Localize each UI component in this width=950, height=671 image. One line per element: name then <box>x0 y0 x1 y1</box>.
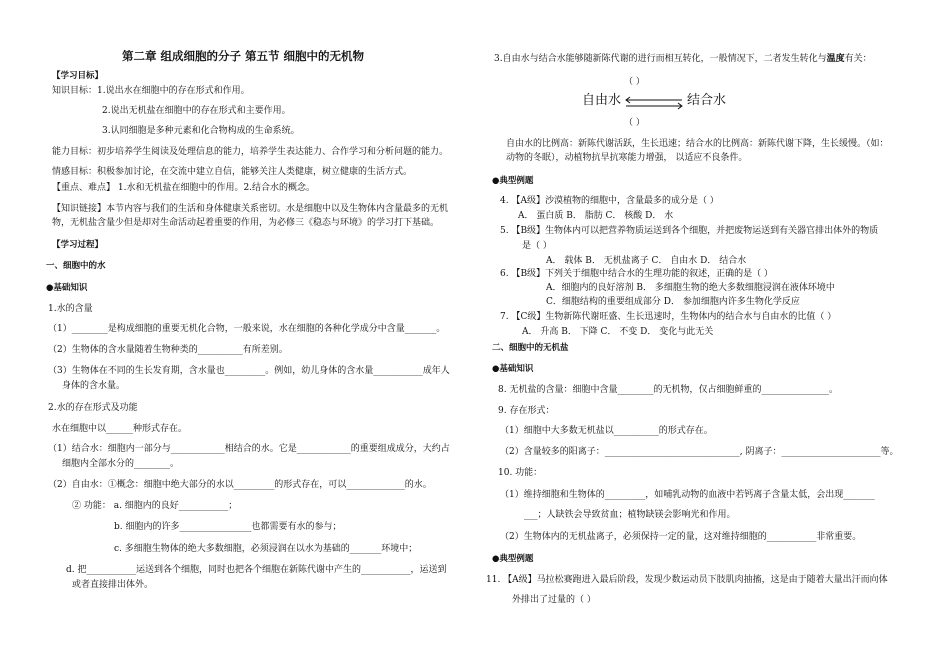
basic-knowledge-heading: ●基础知识 <box>46 283 88 293</box>
question-6-options-cd: C．细胞结构的重要组成部分 D． 参加细胞内许多生物化学反应 <box>546 297 800 307</box>
free-water-function-c: c. 多细胞生物体的绝大多数细胞，必须浸润在以水为基础的_______环境中； <box>114 544 418 554</box>
knowledge-goal-2: 2.说出无机盐在细胞中的存在形式和主要作用。 <box>102 106 291 116</box>
ratio-note-1: 自由水的比例高：新陈代谢活跃，生长迅速；结合水的比例高：新陈代谢下降，生长缓慢。（如： <box>506 139 889 149</box>
salt-function-1-cont: ___；人缺铁会导致贫血；植物缺镁会影响光和作用。 <box>524 510 736 520</box>
knowledge-link-1: 【知识链接】本节内容与我们的生活和身体健康关系密切。水是细胞中以及生物体内含量最多的无机 <box>52 204 449 214</box>
free-water-function-a: ② 功能： a. 细胞内的良好___________； <box>72 501 238 511</box>
question-4-options: A． 蛋白质 B． 脂肪 C． 核酸 D． 水 <box>518 211 674 221</box>
free-water-function-d-cont: 或者直接排出体外。 <box>72 580 154 590</box>
salt-forms-heading: 9. 存在形式： <box>498 406 555 416</box>
blank-condition-bottom: （ ） <box>624 118 645 128</box>
question-7-options: A． 升高 B． 下降 C． 不变 D． 变化与此无关 <box>522 327 714 337</box>
water-forms-intro: 水在细胞中以______种形式存在。 <box>52 424 188 434</box>
free-water-function-d: d. 把___________运送到各个细胞，同时也把各个细胞在新陈代谢中产生的___________，运送到 <box>66 565 447 575</box>
salt-function-2: （2）生物体内的无机盐离子，必须保持一定的量，这对维持细胞的___________非常重要。 <box>500 532 862 542</box>
emotion-goal: 情感目标：积极参加讨论，在交流中建立自信，能够关注人类健康，树立健康的生活方式。 <box>52 167 413 177</box>
salt-function-heading: 10. 功能： <box>498 468 543 478</box>
question-11-cont: 外排出了过量的（ ） <box>512 595 596 605</box>
conversion-text: 3.自由水与结合水能够随新陈代谢的进行而相互转化，一般情况下，二者发生转化与 <box>494 54 827 64</box>
question-11: 11. 【A级】马拉松赛跑进入最后阶段，发现少数运动员下肢肌肉抽搐，这是由于随着大量出汗而向体 <box>486 575 888 585</box>
key-points: 【重点、难点】 1.水和无机盐在细胞中的作用。2.结合水的概念。 <box>52 183 316 193</box>
salt-content: 8. 无机盐的含量：细胞中含量________的无机物，仅占细胞鲜重的_______________。 <box>498 385 838 395</box>
question-6-options-ab: A．细胞内的良好溶剂 B． 多细胞生物的绝大多数细胞浸润在液体环境中 <box>546 283 835 293</box>
question-5-options: A． 载体 B． 无机盐离子 C． 自由水 D． 结合水 <box>546 256 747 266</box>
basic-knowledge-heading-2: ●基础知识 <box>492 364 534 374</box>
bound-water-1: （1）结合水：细胞内一部分与____________相结合的水。它是____________的重要组成成分，大约占 <box>48 444 450 454</box>
knowledge-goal-3: 3.认同细胞是多种元素和化合物构成的生命系统。 <box>102 126 300 136</box>
section-water-heading: 一、细胞中的水 <box>46 261 106 271</box>
salt-function-1: （1）维持细胞和生物体的_________，如哺乳动物的血液中若钙离子含量太低，会出现_______ <box>500 490 875 500</box>
water-content-1: （1）________是构成细胞的重要无机化合物，一般来说，水在细胞的各种化学成分中含量_______。 <box>48 324 446 334</box>
learning-goals-heading: 【学习目标】 <box>52 71 104 81</box>
typical-examples-heading: ●典型例题 <box>492 176 534 186</box>
salt-forms-2: （2）含量较多的阳离子：______________________________, 阴离子：______________________等。 <box>500 447 899 457</box>
ability-goal: 能力目标：初步培养学生阅读及处理信息的能力，培养学生表达能力、合作学习和分析问题的能力。 <box>52 147 449 157</box>
water-content-heading: 1.水的含量 <box>48 304 93 314</box>
free-water-function-b: b. 细胞内的许多________________也都需要有水的参与； <box>114 522 342 532</box>
water-forms-heading: 2.水的存在形式及功能 <box>48 403 138 413</box>
bound-water-label: 结合水 <box>687 93 727 108</box>
question-6: 6. 【B级】下列关于细胞中结合水的生理功能的叙述，正确的是（ ） <box>500 269 773 279</box>
question-5-cont: 是（ ） <box>522 241 552 251</box>
page-title: 第二章 组成细胞的分子 第五节 细胞中的无机物 <box>122 49 365 63</box>
free-water-concept: （2）自由水：①概念：细胞中绝大部分的水以_________的形式存在，可以_____________的水。 <box>48 480 432 490</box>
knowledge-link-2: 物，无机盐含量少但是却对生命活动起着重要的作用，为必修三《稳态与环境》的学习打下基础。 <box>52 218 440 228</box>
ratio-note-2: 动物的冬眠），动植物抗旱抗寒能力增强， 以适应不良条件。 <box>506 153 748 163</box>
temperature-keyword: 温度 <box>826 54 845 64</box>
question-7: 7. 【C级】生物新陈代谢旺盛、生长迅速时，生物体内的结合水与自由水的比值（ ） <box>500 312 837 322</box>
question-5: 5. 【B级】生物体内可以把营养物质运送到各个细胞，并把废物运送到有关器官排出体外的物质 <box>500 226 879 236</box>
bound-water-2: 细胞内全部水分的________。 <box>62 459 180 469</box>
typical-examples-heading-2: ●典型例题 <box>492 554 534 564</box>
learning-process-heading: 【学习过程】 <box>52 240 104 250</box>
knowledge-goal-1: 知识目标：1.说出水在细胞中的存在形式和作用。 <box>52 86 250 96</box>
question-4: 4. 【A级】沙漠植物的细胞中，含量最多的成分是（ ） <box>500 196 719 206</box>
conversion-statement <box>494 53 872 66</box>
conversion-arrows-icon <box>624 96 684 110</box>
blank-condition-top: （ ） <box>624 77 645 87</box>
water-content-3-cont: 身体的含水量。 <box>62 381 126 391</box>
water-content-3: （3）生物体在不同的生长发育期，含水量也_________。例如，幼儿身体的含水量___________成年人 <box>48 366 450 376</box>
conversion-suffix: 有关： <box>844 54 872 64</box>
section-salts-heading: 二、细胞中的无机盐 <box>492 343 569 353</box>
free-water-label: 自由水 <box>582 93 622 108</box>
water-content-2: （2）生物体的含水量随着生物种类的__________有所差别。 <box>48 345 288 355</box>
salt-forms-1: （1）细胞中大多数无机盐以__________的形式存在。 <box>500 426 713 436</box>
